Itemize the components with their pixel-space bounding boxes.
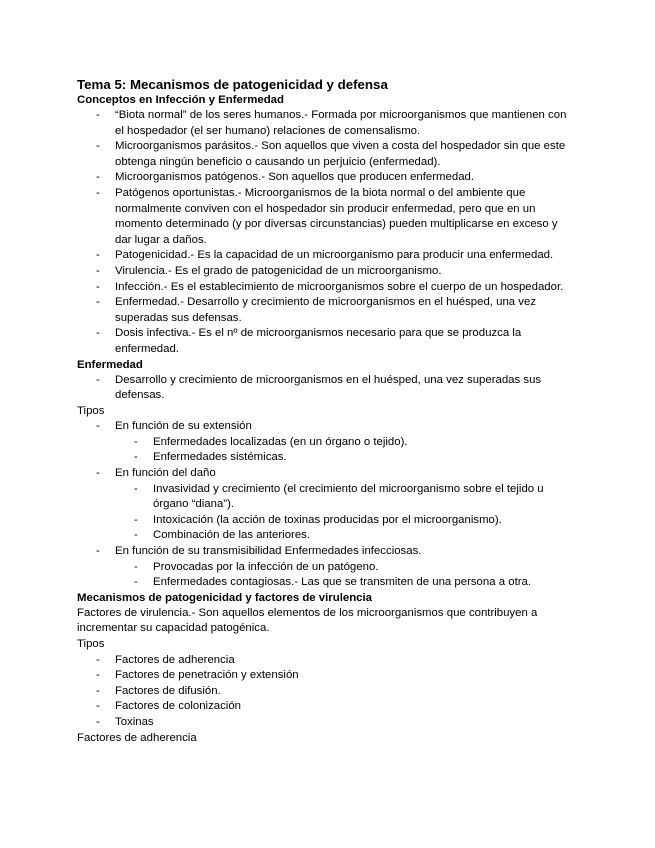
tipo-label: En función de su transmisibilidad Enfermedades infecciosas. bbox=[115, 545, 422, 558]
sub-list bbox=[115, 560, 577, 591]
footer-text: Factores de adherencia bbox=[77, 731, 197, 744]
list-item: - Factores de adherencia bbox=[77, 653, 577, 669]
tipos-label: Tipos bbox=[77, 638, 105, 650]
list-item: - Patogenicidad.- Es la capacidad de un microorganismo para producir una enfermedad. bbox=[77, 248, 577, 264]
tipos-label: Tipos bbox=[77, 404, 105, 417]
sub-list-item: - Intoxicación (la acción de toxinas producidas por el microorganismo). bbox=[115, 513, 577, 529]
sub-list-item: - Combinación de las anteriores. bbox=[115, 528, 577, 544]
list-item: - Microorganismos patógenos.- Son aquellos que producen enfermedad. bbox=[77, 170, 577, 186]
list-item bbox=[77, 544, 577, 591]
heading-mecanismos: Mecanismos de patogenicidad y factores de virulencia bbox=[77, 591, 372, 604]
tipo-label: En función del daño bbox=[115, 467, 216, 480]
list-item: - Toxinas bbox=[77, 715, 577, 731]
sub-list-item: - Enfermedades localizadas (en un órgano o tejido). bbox=[115, 435, 577, 451]
sub-list bbox=[115, 482, 577, 544]
list-item: - Patógenos oportunistas.- Microorganismos de la biota normal o del ambiente que normalmente conviven con el hospedador sin producir enfermedad, pero que en un momento determinado (y por diversas circunstancias) pueden multiplicarse en exceso y dar lugar a daños. bbox=[77, 186, 577, 248]
list-item: - Dosis infectiva.- Es el nº de microorganismos necesario para que se produzca la enfermedad. bbox=[77, 326, 577, 357]
tipos-list bbox=[77, 419, 577, 591]
list-item: - “Biota normal” de los seres humanos.- Formada por microorganismos que mantienen con el hospedador (el ser humano) relaciones de comensalismo. bbox=[77, 108, 577, 139]
sub-list-item: - Invasividad y crecimiento (el crecimiento del microorganismo sobre el tejido u órgano “diana”). bbox=[115, 482, 577, 513]
list-item: - Microorganismos parásitos.- Son aquellos que viven a costa del hospedador sin que este obtenga ningún beneficio o causando un perjuicio (enfermedad). bbox=[77, 139, 577, 170]
list-item: - Factores de difusión. bbox=[77, 684, 577, 700]
document-title: Tema 5: Mecanismos de patogenicidad y defensa bbox=[77, 77, 388, 92]
sub-list-item: - Enfermedades sistémicas. bbox=[115, 450, 577, 466]
conceptos-list bbox=[77, 108, 577, 358]
document-page bbox=[77, 76, 577, 746]
sub-list-item: - Enfermedades contagiosas.- Las que se transmiten de una persona a otra. bbox=[115, 575, 577, 591]
sub-list bbox=[115, 435, 577, 466]
heading-conceptos: Conceptos en Infección y Enfermedad bbox=[77, 94, 284, 106]
enfermedad-list bbox=[77, 373, 577, 404]
sub-list-item: - Provocadas por la infección de un patógeno. bbox=[115, 560, 577, 576]
list-item: - Infección.- Es el establecimiento de microorganismos sobre el cuerpo de un hospedador. bbox=[77, 280, 577, 296]
list-item: - Factores de penetración y extensión bbox=[77, 668, 577, 684]
list-item: - Enfermedad.- Desarrollo y crecimiento de microorganismos en el huésped, una vez superadas sus defensas. bbox=[77, 295, 577, 326]
list-item: - Desarrollo y crecimiento de microorganismos en el huésped, una vez superadas sus defensas. bbox=[77, 373, 577, 404]
list-item bbox=[77, 466, 577, 544]
tipo-label: En función de su extensión bbox=[115, 420, 252, 433]
heading-enfermedad: Enfermedad bbox=[77, 358, 143, 371]
mecanismos-intro: Factores de virulencia.- Son aquellos elementos de los microorganismos que contribuyen a incrementar su capacidad patogénica. bbox=[77, 606, 538, 635]
list-item: - Virulencia.- Es el grado de patogenicidad de un microorganismo. bbox=[77, 264, 577, 280]
list-item bbox=[77, 419, 577, 466]
factores-list bbox=[77, 653, 577, 731]
list-item: - Factores de colonización bbox=[77, 699, 577, 715]
